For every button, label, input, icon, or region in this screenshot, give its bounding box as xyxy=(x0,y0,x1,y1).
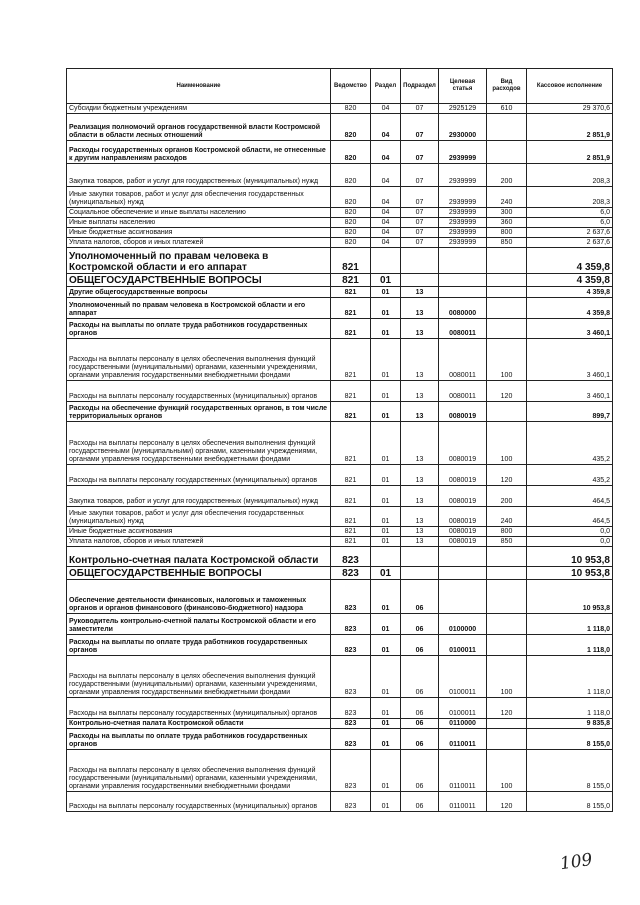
row-amount: 10 953,8 xyxy=(527,567,613,580)
row-podrazdel: 06 xyxy=(401,750,439,792)
table-row xyxy=(67,547,613,567)
row-vedomstvo: 821 xyxy=(331,274,371,287)
row-expense-type: 800 xyxy=(487,228,527,238)
row-vedomstvo: 821 xyxy=(331,465,371,486)
row-razdel: 01 xyxy=(371,698,401,719)
row-podrazdel: 13 xyxy=(401,486,439,507)
row-podrazdel: 07 xyxy=(401,187,439,208)
row-name: Другие общегосударственные вопросы xyxy=(67,287,331,298)
row-razdel: 04 xyxy=(371,238,401,248)
row-amount: 3 460,1 xyxy=(527,381,613,402)
row-target-article: 0080011 xyxy=(439,381,487,402)
row-name: Расходы на выплаты персоналу в целях обеспечения выполнения функций государственными (муниципальными) органами, казенными учреждениями, органами управления государственными внебюджетными фондами xyxy=(67,339,331,381)
row-razdel: 04 xyxy=(371,228,401,238)
row-podrazdel: 06 xyxy=(401,698,439,719)
row-name: Уплата налогов, сборов и иных платежей xyxy=(67,238,331,248)
row-name: Уплата налогов, сборов и иных платежей xyxy=(67,537,331,547)
row-name: Уполномоченный по правам человека в Костромской области и его аппарат xyxy=(67,248,331,274)
row-vedomstvo: 823 xyxy=(331,656,371,698)
row-podrazdel: 06 xyxy=(401,614,439,635)
row-vedomstvo: 820 xyxy=(331,228,371,238)
row-expense-type xyxy=(487,635,527,656)
row-name: Расходы на выплаты по оплате труда работников государственных органов xyxy=(67,319,331,339)
row-amount: 2 637,6 xyxy=(527,228,613,238)
table-row xyxy=(67,567,613,580)
row-vedomstvo: 820 xyxy=(331,114,371,141)
row-podrazdel: 13 xyxy=(401,537,439,547)
row-vedomstvo: 820 xyxy=(331,104,371,114)
row-expense-type xyxy=(487,114,527,141)
row-name: Расходы на выплаты персоналу в целях обеспечения выполнения функций государственными (муниципальными) органами, казенными учреждениями, органами управления государственными внебюджетными фондами xyxy=(67,422,331,465)
row-expense-type xyxy=(487,402,527,422)
row-expense-type xyxy=(487,729,527,750)
row-amount: 4 359,8 xyxy=(527,298,613,319)
row-razdel: 04 xyxy=(371,208,401,218)
row-podrazdel: 13 xyxy=(401,422,439,465)
row-podrazdel: 13 xyxy=(401,465,439,486)
row-razdel: 04 xyxy=(371,114,401,141)
row-target-article: 0080019 xyxy=(439,402,487,422)
row-vedomstvo: 821 xyxy=(331,486,371,507)
row-podrazdel: 13 xyxy=(401,527,439,537)
row-vedomstvo: 821 xyxy=(331,537,371,547)
row-razdel: 01 xyxy=(371,729,401,750)
row-vedomstvo: 820 xyxy=(331,218,371,228)
row-target-article: 0080011 xyxy=(439,339,487,381)
row-expense-type: 850 xyxy=(487,238,527,248)
row-amount: 6,0 xyxy=(527,208,613,218)
row-amount: 2 637,6 xyxy=(527,238,613,248)
table-row xyxy=(67,319,613,339)
row-name: Расходы на обеспечение функций государственных органов, в том числе территориальных органов xyxy=(67,402,331,422)
row-expense-type xyxy=(487,141,527,164)
budget-table xyxy=(66,68,613,812)
row-expense-type xyxy=(487,298,527,319)
row-vedomstvo: 823 xyxy=(331,792,371,812)
row-target-article: 2939999 xyxy=(439,238,487,248)
row-expense-type: 240 xyxy=(487,187,527,208)
row-name: Расходы на выплаты персоналу государственных (муниципальных) органов xyxy=(67,381,331,402)
row-amount: 10 953,8 xyxy=(527,547,613,567)
table-row xyxy=(67,465,613,486)
row-razdel: 01 xyxy=(371,614,401,635)
row-vedomstvo: 820 xyxy=(331,208,371,218)
table-row xyxy=(67,729,613,750)
row-name: Расходы на выплаты по оплате труда работников государственных органов xyxy=(67,635,331,656)
row-amount: 3 460,1 xyxy=(527,339,613,381)
row-podrazdel: 13 xyxy=(401,507,439,527)
row-razdel: 01 xyxy=(371,465,401,486)
table-row xyxy=(67,218,613,228)
table-row xyxy=(67,248,613,274)
row-razdel: 01 xyxy=(371,486,401,507)
row-amount: 6,0 xyxy=(527,218,613,228)
col-header-podrazdel: Подраздел xyxy=(401,69,439,104)
row-expense-type: 120 xyxy=(487,698,527,719)
row-name: Руководитель контрольно-счетной палаты Костромской области и его заместители xyxy=(67,614,331,635)
table-row xyxy=(67,104,613,114)
row-vedomstvo: 821 xyxy=(331,381,371,402)
col-header-vedomstvo: Ведомство xyxy=(331,69,371,104)
row-vedomstvo: 823 xyxy=(331,729,371,750)
row-target-article: 0110011 xyxy=(439,750,487,792)
row-razdel: 04 xyxy=(371,141,401,164)
row-amount: 0,0 xyxy=(527,537,613,547)
row-vedomstvo: 823 xyxy=(331,567,371,580)
row-razdel: 04 xyxy=(371,164,401,187)
row-name: Расходы на выплаты персоналу государственных (муниципальных) органов xyxy=(67,792,331,812)
row-target-article xyxy=(439,580,487,614)
table-row xyxy=(67,381,613,402)
table-row xyxy=(67,527,613,537)
row-name: Расходы на выплаты персоналу государственных (муниципальных) органов xyxy=(67,465,331,486)
table-row xyxy=(67,507,613,527)
row-amount: 8 155,0 xyxy=(527,792,613,812)
row-expense-type: 610 xyxy=(487,104,527,114)
row-razdel: 01 xyxy=(371,319,401,339)
table-row xyxy=(67,792,613,812)
table-row xyxy=(67,614,613,635)
row-razdel: 01 xyxy=(371,402,401,422)
row-amount: 4 359,8 xyxy=(527,248,613,274)
row-target-article: 0080000 xyxy=(439,298,487,319)
row-name: Расходы на выплаты персоналу в целях обеспечения выполнения функций государственными (муниципальными) органами, казенными учреждениями, органами управления государственными внебюджетными фондами xyxy=(67,750,331,792)
row-name: Уполномоченный по правам человека в Костромской области и его аппарат xyxy=(67,298,331,319)
row-podrazdel: 13 xyxy=(401,319,439,339)
row-amount: 2 851,9 xyxy=(527,141,613,164)
page-number: 109 xyxy=(558,849,594,875)
table-row xyxy=(67,274,613,287)
row-target-article: 0080019 xyxy=(439,527,487,537)
row-amount: 899,7 xyxy=(527,402,613,422)
budget-table-container xyxy=(66,68,612,812)
row-target-article: 2930000 xyxy=(439,114,487,141)
row-expense-type: 100 xyxy=(487,750,527,792)
row-name: Закупка товаров, работ и услуг для государственных (муниципальных) нужд xyxy=(67,164,331,187)
row-expense-type: 120 xyxy=(487,381,527,402)
table-row xyxy=(67,164,613,187)
row-razdel: 04 xyxy=(371,187,401,208)
table-row xyxy=(67,537,613,547)
row-podrazdel: 06 xyxy=(401,656,439,698)
row-razdel: 01 xyxy=(371,381,401,402)
row-amount: 1 118,0 xyxy=(527,614,613,635)
row-name: Расходы на выплаты персоналу государственных (муниципальных) органов xyxy=(67,698,331,719)
table-row xyxy=(67,486,613,507)
row-podrazdel: 06 xyxy=(401,792,439,812)
row-vedomstvo: 821 xyxy=(331,402,371,422)
row-amount: 464,5 xyxy=(527,486,613,507)
row-vedomstvo: 821 xyxy=(331,422,371,465)
row-name: Контрольно-счетная палата Костромской области xyxy=(67,719,331,729)
row-podrazdel: 13 xyxy=(401,339,439,381)
row-podrazdel: 13 xyxy=(401,381,439,402)
row-name: Социальное обеспечение и иные выплаты населению xyxy=(67,208,331,218)
row-name: Иные выплаты населению xyxy=(67,218,331,228)
table-row xyxy=(67,635,613,656)
row-name: ОБЩЕГОСУДАРСТВЕННЫЕ ВОПРОСЫ xyxy=(67,567,331,580)
row-target-article: 2939999 xyxy=(439,187,487,208)
row-podrazdel: 06 xyxy=(401,729,439,750)
row-target-article: 0100011 xyxy=(439,698,487,719)
row-name: Субсидии бюджетным учреждениям xyxy=(67,104,331,114)
row-vedomstvo: 820 xyxy=(331,164,371,187)
row-expense-type xyxy=(487,567,527,580)
row-razdel: 01 xyxy=(371,656,401,698)
row-target-article xyxy=(439,248,487,274)
row-amount: 8 155,0 xyxy=(527,750,613,792)
row-razdel: 01 xyxy=(371,567,401,580)
row-amount: 208,3 xyxy=(527,164,613,187)
row-target-article: 0080019 xyxy=(439,486,487,507)
col-header-name: Наименование xyxy=(67,69,331,104)
row-target-article: 0100011 xyxy=(439,656,487,698)
row-podrazdel: 06 xyxy=(401,580,439,614)
row-vedomstvo: 823 xyxy=(331,580,371,614)
row-razdel: 01 xyxy=(371,527,401,537)
row-name: Обеспечение деятельности финансовых, налоговых и таможенных органов и органов финансового (финансово-бюджетного) надзора xyxy=(67,580,331,614)
table-row xyxy=(67,719,613,729)
row-expense-type: 800 xyxy=(487,527,527,537)
row-name: Иные бюджетные ассигнования xyxy=(67,527,331,537)
table-header-row xyxy=(67,69,613,104)
table-body xyxy=(67,104,613,812)
row-amount: 0,0 xyxy=(527,527,613,537)
row-razdel xyxy=(371,547,401,567)
row-expense-type: 120 xyxy=(487,792,527,812)
row-podrazdel: 06 xyxy=(401,719,439,729)
row-target-article: 0100011 xyxy=(439,635,487,656)
row-vedomstvo: 820 xyxy=(331,238,371,248)
row-amount: 10 953,8 xyxy=(527,580,613,614)
row-razdel: 01 xyxy=(371,298,401,319)
row-target-article: 2939999 xyxy=(439,164,487,187)
row-target-article xyxy=(439,547,487,567)
row-razdel: 01 xyxy=(371,750,401,792)
row-razdel: 01 xyxy=(371,339,401,381)
table-row xyxy=(67,287,613,298)
row-razdel: 04 xyxy=(371,104,401,114)
row-expense-type: 100 xyxy=(487,422,527,465)
row-name: Расходы государственных органов Костромской области, не отнесенные к другим направлениям расходов xyxy=(67,141,331,164)
row-expense-type xyxy=(487,274,527,287)
row-target-article: 0110011 xyxy=(439,792,487,812)
row-podrazdel: 06 xyxy=(401,635,439,656)
row-target-article: 0110000 xyxy=(439,719,487,729)
row-amount: 2 851,9 xyxy=(527,114,613,141)
row-name: Закупка товаров, работ и услуг для государственных (муниципальных) нужд xyxy=(67,486,331,507)
row-name: Иные закупки товаров, работ и услуг для обеспечения государственных (муниципальных) нужд xyxy=(67,507,331,527)
row-amount: 4 359,8 xyxy=(527,274,613,287)
row-expense-type: 120 xyxy=(487,465,527,486)
row-expense-type: 360 xyxy=(487,218,527,228)
row-target-article: 0080019 xyxy=(439,507,487,527)
row-name: ОБЩЕГОСУДАРСТВЕННЫЕ ВОПРОСЫ xyxy=(67,274,331,287)
row-razdel: 01 xyxy=(371,422,401,465)
row-target-article: 0080019 xyxy=(439,465,487,486)
row-amount: 1 118,0 xyxy=(527,635,613,656)
row-razdel: 04 xyxy=(371,218,401,228)
table-row xyxy=(67,580,613,614)
table-row xyxy=(67,187,613,208)
row-expense-type xyxy=(487,580,527,614)
col-header-expense-type: Вид расходов xyxy=(487,69,527,104)
row-amount: 208,3 xyxy=(527,187,613,208)
table-row xyxy=(67,298,613,319)
row-podrazdel: 13 xyxy=(401,287,439,298)
row-vedomstvo: 821 xyxy=(331,507,371,527)
row-expense-type: 200 xyxy=(487,486,527,507)
row-name: Реализация полномочий органов государственной власти Костромской области в области лесных отношений xyxy=(67,114,331,141)
row-expense-type xyxy=(487,248,527,274)
row-podrazdel xyxy=(401,547,439,567)
row-name: Иные закупки товаров, работ и услуг для обеспечения государственных (муниципальных) нужд xyxy=(67,187,331,208)
row-podrazdel: 13 xyxy=(401,402,439,422)
row-podrazdel xyxy=(401,248,439,274)
row-razdel: 01 xyxy=(371,719,401,729)
row-podrazdel: 13 xyxy=(401,298,439,319)
table-row xyxy=(67,114,613,141)
table-row xyxy=(67,339,613,381)
row-expense-type xyxy=(487,319,527,339)
row-target-article xyxy=(439,274,487,287)
row-vedomstvo: 823 xyxy=(331,719,371,729)
row-amount: 9 835,8 xyxy=(527,719,613,729)
row-podrazdel: 07 xyxy=(401,164,439,187)
row-expense-type xyxy=(487,614,527,635)
row-razdel: 01 xyxy=(371,287,401,298)
table-row xyxy=(67,402,613,422)
col-header-razdel: Раздел xyxy=(371,69,401,104)
row-amount: 3 460,1 xyxy=(527,319,613,339)
row-target-article: 0080019 xyxy=(439,537,487,547)
row-amount: 1 118,0 xyxy=(527,698,613,719)
row-expense-type xyxy=(487,287,527,298)
row-amount: 464,5 xyxy=(527,507,613,527)
row-podrazdel: 07 xyxy=(401,104,439,114)
row-expense-type: 200 xyxy=(487,164,527,187)
row-podrazdel: 07 xyxy=(401,114,439,141)
row-razdel: 01 xyxy=(371,274,401,287)
row-target-article xyxy=(439,287,487,298)
row-vedomstvo: 821 xyxy=(331,527,371,537)
row-razdel xyxy=(371,248,401,274)
row-razdel: 01 xyxy=(371,635,401,656)
table-row xyxy=(67,656,613,698)
row-razdel: 01 xyxy=(371,792,401,812)
row-target-article: 2939999 xyxy=(439,208,487,218)
row-podrazdel: 07 xyxy=(401,208,439,218)
row-name: Контрольно-счетная палата Костромской области xyxy=(67,547,331,567)
row-expense-type: 850 xyxy=(487,537,527,547)
row-target-article: 0110011 xyxy=(439,729,487,750)
row-razdel: 01 xyxy=(371,580,401,614)
row-expense-type: 300 xyxy=(487,208,527,218)
row-vedomstvo: 823 xyxy=(331,635,371,656)
row-podrazdel: 07 xyxy=(401,218,439,228)
row-target-article: 2925129 xyxy=(439,104,487,114)
row-amount: 1 118,0 xyxy=(527,656,613,698)
row-vedomstvo: 820 xyxy=(331,141,371,164)
table-row xyxy=(67,750,613,792)
row-vedomstvo: 821 xyxy=(331,287,371,298)
row-amount: 435,2 xyxy=(527,422,613,465)
table-row xyxy=(67,208,613,218)
row-razdel: 01 xyxy=(371,507,401,527)
row-vedomstvo: 823 xyxy=(331,547,371,567)
row-target-article: 0080019 xyxy=(439,422,487,465)
row-vedomstvo: 823 xyxy=(331,698,371,719)
row-expense-type: 100 xyxy=(487,656,527,698)
row-target-article: 0100000 xyxy=(439,614,487,635)
col-header-target-article: Целевая статья xyxy=(439,69,487,104)
row-vedomstvo: 821 xyxy=(331,298,371,319)
table-row xyxy=(67,141,613,164)
row-amount: 4 359,8 xyxy=(527,287,613,298)
row-expense-type: 100 xyxy=(487,339,527,381)
row-expense-type xyxy=(487,719,527,729)
table-row xyxy=(67,698,613,719)
row-name: Расходы на выплаты по оплате труда работников государственных органов xyxy=(67,729,331,750)
row-amount: 29 370,6 xyxy=(527,104,613,114)
row-vedomstvo: 821 xyxy=(331,319,371,339)
row-razdel: 01 xyxy=(371,537,401,547)
row-podrazdel: 07 xyxy=(401,238,439,248)
row-podrazdel xyxy=(401,567,439,580)
row-vedomstvo: 820 xyxy=(331,187,371,208)
row-target-article: 2939999 xyxy=(439,228,487,238)
row-vedomstvo: 821 xyxy=(331,339,371,381)
row-expense-type xyxy=(487,547,527,567)
row-podrazdel xyxy=(401,274,439,287)
row-podrazdel: 07 xyxy=(401,228,439,238)
row-name: Расходы на выплаты персоналу в целях обеспечения выполнения функций государственными (муниципальными) органами, казенными учреждениями, органами управления государственными внебюджетными фондами xyxy=(67,656,331,698)
table-row xyxy=(67,228,613,238)
row-podrazdel: 07 xyxy=(401,141,439,164)
row-target-article: 0080011 xyxy=(439,319,487,339)
row-expense-type: 240 xyxy=(487,507,527,527)
row-target-article: 2939999 xyxy=(439,218,487,228)
row-vedomstvo: 821 xyxy=(331,248,371,274)
table-row xyxy=(67,422,613,465)
row-vedomstvo: 823 xyxy=(331,614,371,635)
table-row xyxy=(67,238,613,248)
row-name: Иные бюджетные ассигнования xyxy=(67,228,331,238)
row-amount: 435,2 xyxy=(527,465,613,486)
row-amount: 8 155,0 xyxy=(527,729,613,750)
row-target-article: 2939999 xyxy=(439,141,487,164)
col-header-cash-execution: Кассовое исполнение xyxy=(527,69,613,104)
row-target-article xyxy=(439,567,487,580)
row-vedomstvo: 823 xyxy=(331,750,371,792)
